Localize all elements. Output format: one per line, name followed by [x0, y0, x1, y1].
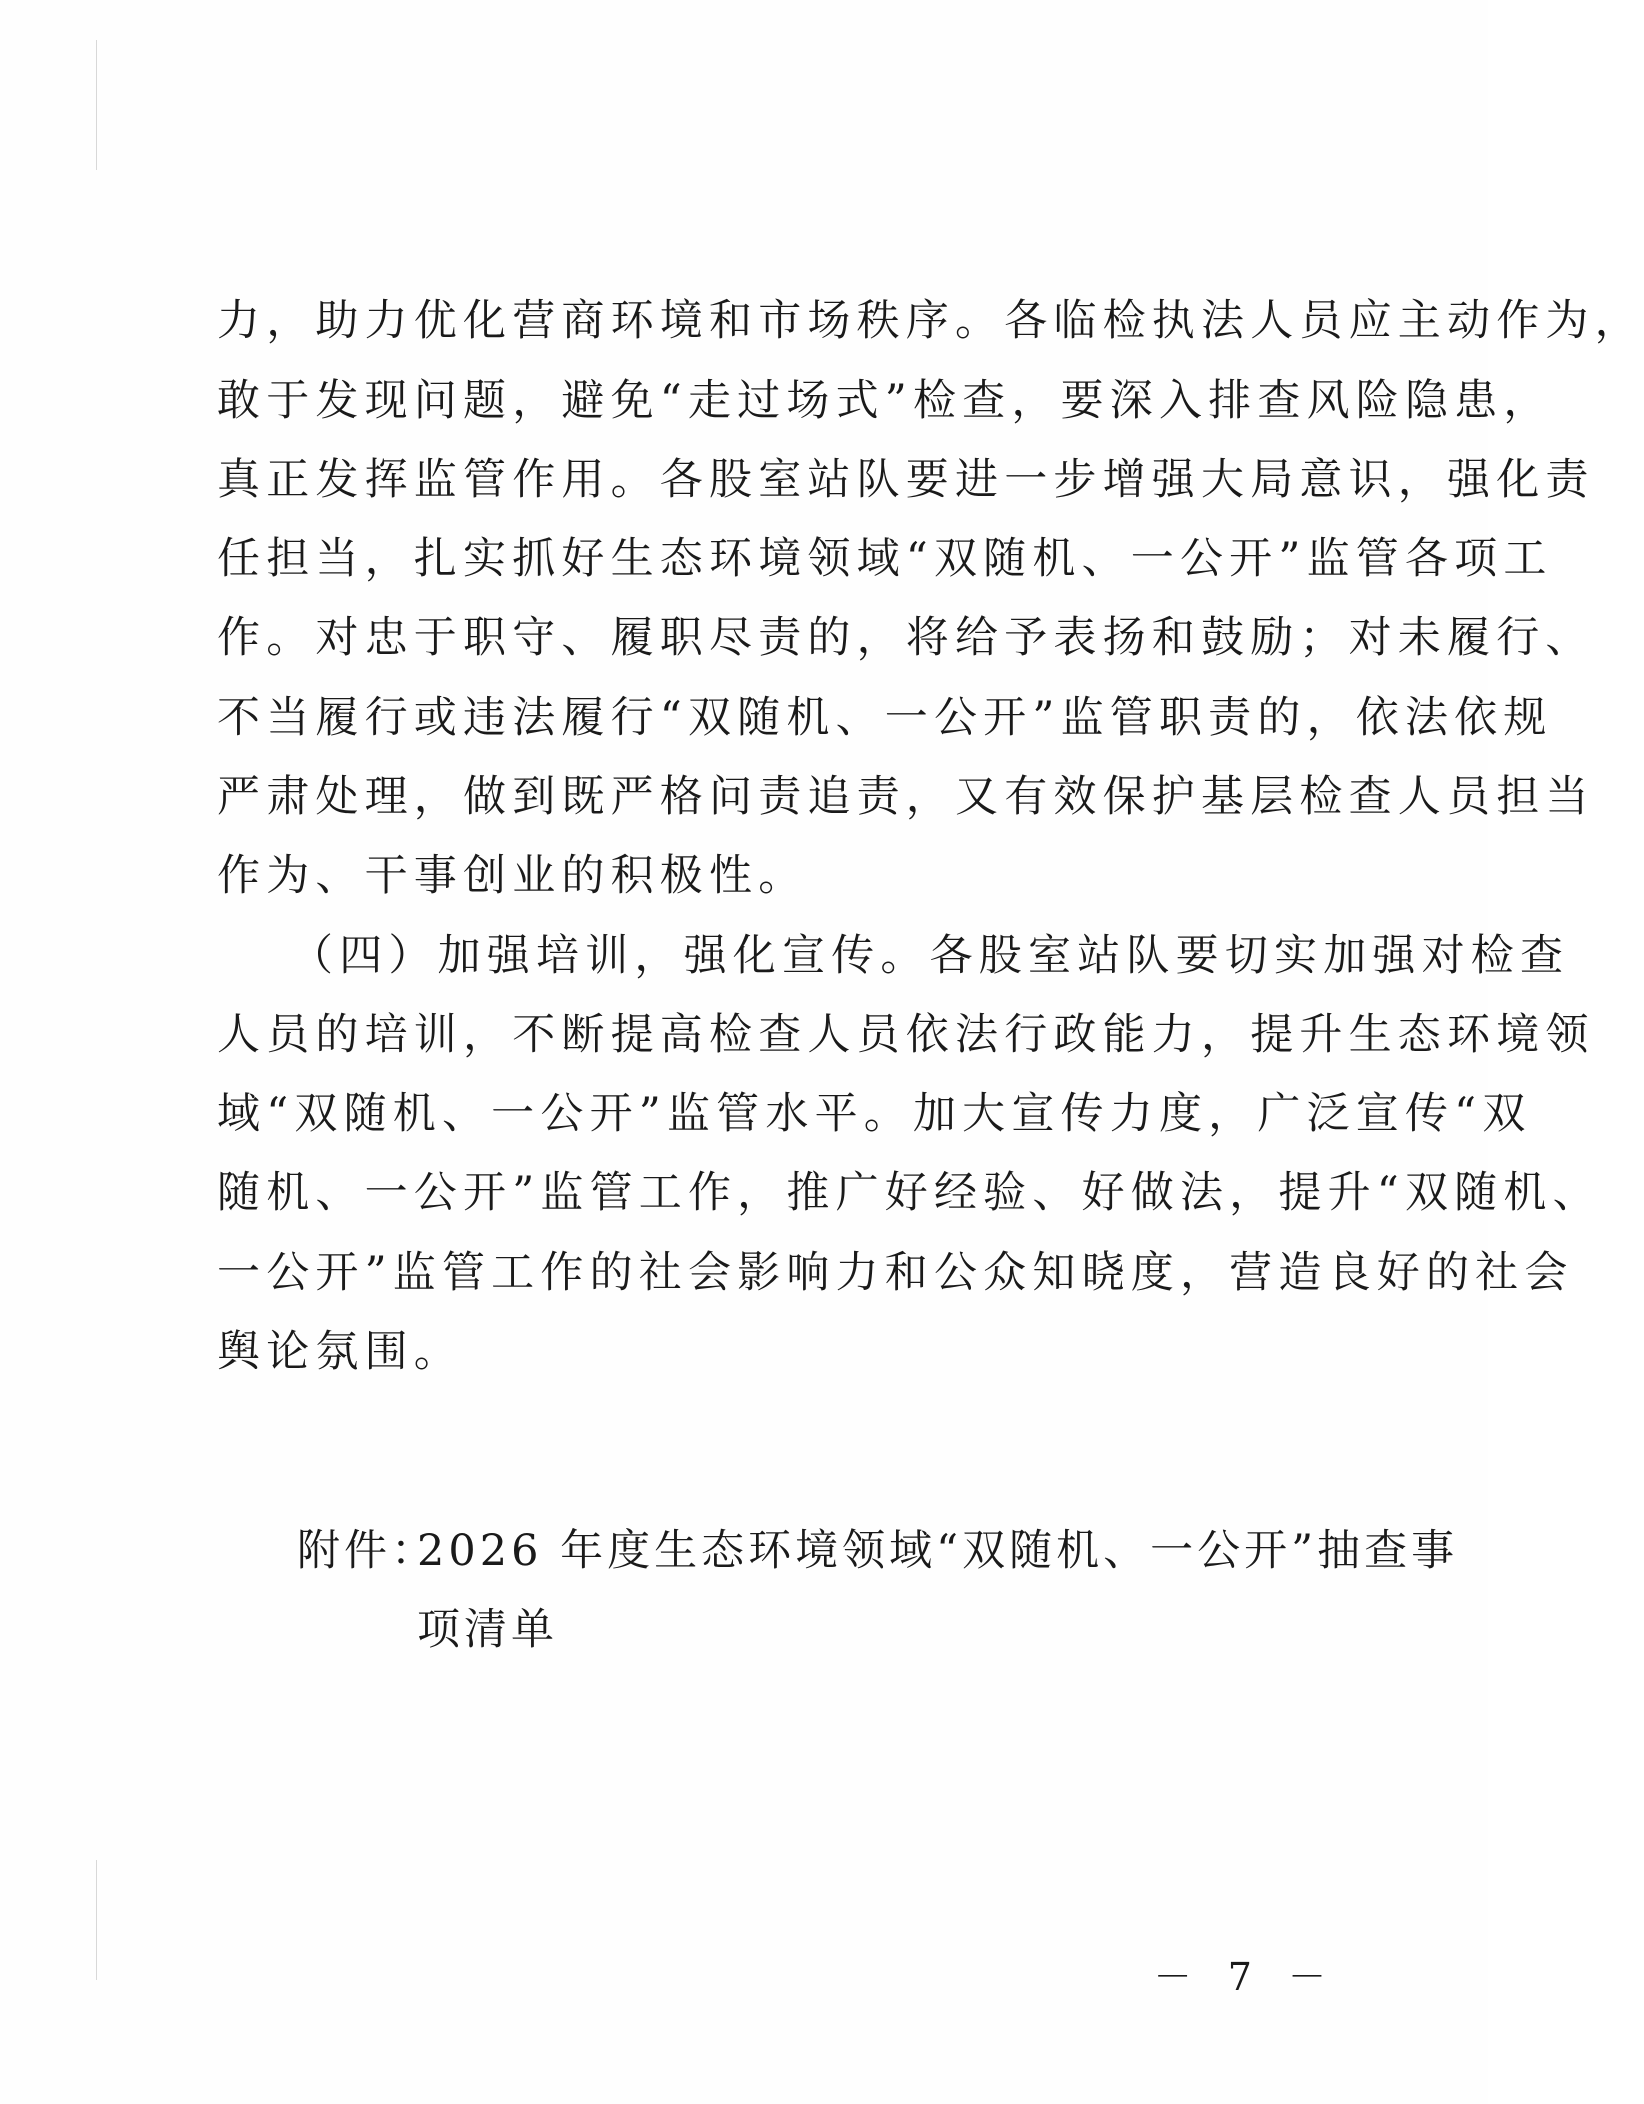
body-line-3: 真正发挥监管作用。各股室站队要进一步增强大局意识，强化责: [217, 455, 1595, 505]
scan-edge-mark: [96, 40, 97, 170]
body-line-7: 严肃处理，做到既严格问责追责，又有效保护基层检查人员担当: [217, 772, 1595, 822]
body-line-10: 人员的培训，不断提高检查人员依法行政能力，提升生态环境领: [217, 1010, 1595, 1060]
body-line-14: 舆论氛围。: [217, 1327, 463, 1377]
scan-edge-mark: [96, 1860, 97, 1980]
page-number: － 7 －: [1153, 1955, 1338, 1999]
body-line-12: 随机、一公开”监管工作，推广好经验、好做法，提升“双随机、: [217, 1168, 1602, 1218]
body-line-5: 作。对忠于职守、履职尽责的，将给予表扬和鼓励；对未履行、: [217, 613, 1595, 663]
attachment-label: 附件：: [297, 1526, 438, 1576]
body-line-8: 作为、干事创业的积极性。: [217, 851, 808, 901]
body-line-1: 力，助力优化营商环境和市场秩序。各临检执法人员应主动作为，: [217, 296, 1644, 346]
attachment-title-line-1: 2026 年度生态环境领域“双随机、一公开”抽查事: [417, 1526, 1459, 1576]
body-line-6: 不当履行或违法履行“双随机、一公开”监管职责的，依法依规: [217, 693, 1553, 743]
body-line-4: 任担当，扎实抓好生态环境领域“双随机、一公开”监管各项工: [217, 534, 1553, 584]
body-line-13: 一公开”监管工作的社会影响力和公众知晓度，营造良好的社会: [217, 1248, 1574, 1298]
body-line-11: 域“双随机、一公开”监管水平。加大宣传力度，广泛宣传“双: [217, 1089, 1532, 1139]
body-line-2: 敢于发现问题，避免“走过场式”检查，要深入排查风险隐患，: [217, 376, 1553, 426]
attachment-title-line-2: 项清单: [417, 1605, 558, 1655]
section-heading-line: （四）加强培训，强化宣传。各股室站队要切实加强对检查: [290, 931, 1570, 981]
